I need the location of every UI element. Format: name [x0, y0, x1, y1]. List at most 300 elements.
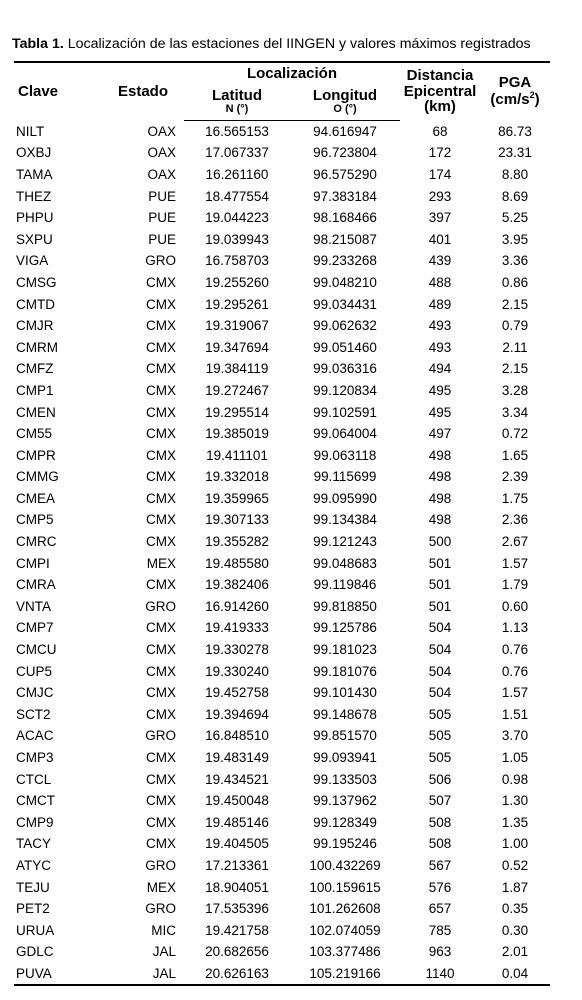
- cell-longitud: 99.125786: [313, 620, 377, 636]
- cell-clave: ATYC: [16, 857, 52, 873]
- table-row: [14, 336, 550, 358]
- cell-latitud: 17.535396: [205, 901, 269, 917]
- cell-estado: CMX: [146, 642, 176, 658]
- cell-pga: 3.28: [501, 382, 529, 398]
- cell-latitud: 19.307133: [205, 512, 269, 528]
- cell-distancia: 68: [432, 123, 448, 139]
- table-row: [14, 207, 550, 229]
- cell-estado: GRO: [145, 253, 176, 269]
- cell-estado: CMX: [146, 577, 176, 593]
- cell-pga: 0.72: [501, 426, 529, 442]
- cell-latitud: 16.914260: [205, 598, 269, 614]
- cell-distancia: 397: [428, 210, 452, 226]
- cell-longitud: 102.074059: [309, 922, 381, 938]
- table-body: [14, 120, 550, 985]
- cell-distancia: 500: [428, 534, 452, 550]
- cell-pga: 8.80: [501, 166, 529, 182]
- cell-clave: TAMA: [16, 166, 53, 182]
- cell-pga: 0.60: [501, 598, 529, 614]
- cell-longitud: 99.128349: [313, 814, 377, 830]
- header-longitud: [290, 84, 400, 120]
- cell-latitud: 19.355282: [205, 534, 269, 550]
- cell-longitud: 99.048210: [313, 274, 377, 290]
- header-longitud-unit: O (°): [333, 102, 357, 115]
- table-row: [14, 790, 550, 812]
- cell-clave: GDLC: [16, 944, 54, 960]
- table-row: [14, 898, 550, 920]
- cell-pga: 1.05: [501, 750, 529, 766]
- cell-latitud: 16.261160: [205, 166, 269, 182]
- table-row: [14, 574, 550, 596]
- cell-latitud: 20.626163: [184, 963, 290, 986]
- cell-longitud: 99.181076: [313, 663, 377, 679]
- cell-estado: CMX: [146, 663, 176, 679]
- cell-clave: OXBJ: [16, 145, 52, 161]
- cell-latitud: 19.272467: [205, 382, 269, 398]
- table-row: [14, 876, 550, 898]
- cell-estado: GRO: [145, 857, 176, 873]
- cell-clave: CMSG: [16, 274, 57, 290]
- cell-clave: VIGA: [16, 253, 49, 269]
- table-row: [14, 444, 550, 466]
- cell-distancia: 493: [428, 339, 452, 355]
- cell-clave: CMP9: [16, 814, 54, 830]
- cell-pga: 2.11: [502, 339, 528, 355]
- cell-estado: CMX: [146, 620, 176, 636]
- cell-estado: PUE: [148, 188, 176, 204]
- cell-pga: 0.35: [501, 901, 529, 917]
- cell-longitud: 99.133503: [313, 771, 377, 787]
- cell-clave: CMRA: [16, 577, 56, 593]
- cell-distancia: 488: [428, 274, 452, 290]
- cell-distancia: 508: [428, 836, 452, 852]
- cell-distancia: 498: [428, 469, 452, 485]
- cell-pga: 0.76: [501, 642, 529, 658]
- cell-pga: 3.70: [501, 728, 529, 744]
- table-row: [14, 293, 550, 315]
- cell-distancia: 497: [428, 426, 452, 442]
- cell-pga: 2.39: [501, 469, 529, 485]
- cell-estado: CMX: [146, 382, 176, 398]
- cell-clave: ACAC: [16, 728, 54, 744]
- cell-pga: 0.86: [501, 274, 529, 290]
- cell-estado: GRO: [145, 598, 176, 614]
- cell-pga: 1.65: [501, 447, 529, 463]
- cell-clave: THEZ: [16, 188, 52, 204]
- table-row: [14, 423, 550, 445]
- header-latitud-unit: N (°): [225, 102, 249, 115]
- cell-clave: PHPU: [16, 210, 54, 226]
- cell-latitud: 17.213361: [205, 857, 269, 873]
- cell-estado: CMX: [146, 814, 176, 830]
- cell-longitud: 99.095990: [313, 490, 377, 506]
- cell-pga: 1.57: [501, 685, 529, 701]
- cell-clave: CMEA: [16, 490, 56, 506]
- cell-clave: CMPI: [16, 555, 50, 571]
- cell-distancia: 439: [428, 253, 452, 269]
- cell-distancia: 507: [428, 793, 452, 809]
- cell-pga: 1.00: [501, 836, 529, 852]
- cell-longitud: 103.377486: [309, 944, 381, 960]
- cell-longitud: 99.051460: [313, 339, 377, 355]
- cell-longitud: 99.119846: [313, 577, 377, 593]
- cell-distancia: 494: [428, 361, 452, 377]
- table-row: [14, 250, 550, 272]
- cell-longitud: 99.134384: [313, 512, 377, 528]
- cell-distancia: 1140: [400, 963, 480, 986]
- cell-pga: 0.52: [501, 857, 529, 873]
- cell-latitud: 19.359965: [205, 490, 269, 506]
- header-latitud: [184, 84, 290, 120]
- cell-longitud: 99.034431: [313, 296, 377, 312]
- cell-distancia: 498: [428, 447, 452, 463]
- cell-estado: CMX: [146, 339, 176, 355]
- cell-pga: 2.15: [501, 361, 529, 377]
- cell-pga: 23.31: [498, 145, 532, 161]
- cell-distancia: 174: [428, 166, 452, 182]
- cell-clave: VNTA: [16, 598, 52, 614]
- cell-estado: CMX: [146, 426, 176, 442]
- cell-clave: CMPR: [16, 447, 56, 463]
- cell-estado: CMX: [146, 404, 176, 420]
- cell-estado: MEX: [146, 879, 176, 895]
- table-row: [14, 833, 550, 855]
- cell-longitud: 99.102591: [313, 404, 377, 420]
- cell-latitud: 19.039943: [205, 231, 269, 247]
- cell-distancia: 489: [428, 296, 452, 312]
- cell-clave: CMP5: [16, 512, 54, 528]
- cell-clave: CMEN: [16, 404, 56, 420]
- cell-longitud: 99.048683: [313, 555, 377, 571]
- cell-pga: 0.04: [480, 963, 550, 986]
- cell-longitud: 96.723804: [313, 145, 377, 161]
- cell-estado: PUE: [148, 210, 176, 226]
- cell-estado: CMX: [146, 447, 176, 463]
- cell-distancia: 504: [428, 663, 452, 679]
- cell-pga: 0.98: [501, 771, 529, 787]
- cell-longitud: 99.063118: [313, 447, 377, 463]
- cell-longitud: 99.036316: [313, 361, 377, 377]
- cell-longitud: 98.168466: [313, 210, 377, 226]
- cell-distancia: 498: [428, 512, 452, 528]
- cell-latitud: 19.485146: [205, 814, 269, 830]
- cell-clave: CUP5: [16, 663, 53, 679]
- cell-pga: 1.35: [501, 814, 529, 830]
- cell-longitud: 94.616947: [313, 123, 377, 139]
- cell-latitud: 20.682656: [205, 944, 269, 960]
- table-row: [14, 164, 550, 186]
- cell-clave: TACY: [16, 836, 52, 852]
- cell-pga: 0.79: [501, 318, 529, 334]
- cell-longitud: 99.115699: [313, 469, 377, 485]
- cell-estado: CMX: [146, 512, 176, 528]
- cell-distancia: 401: [428, 231, 452, 247]
- cell-clave: CM55: [16, 426, 53, 442]
- cell-distancia: 504: [428, 685, 452, 701]
- cell-clave: SXPU: [16, 231, 53, 247]
- cell-distancia: 505: [428, 750, 452, 766]
- header-distancia-line1: Distancia: [406, 66, 474, 84]
- cell-clave: CMP3: [16, 750, 54, 766]
- table-row: [14, 747, 550, 769]
- cell-clave: SCT2: [16, 706, 51, 722]
- cell-longitud: 99.121243: [313, 534, 377, 550]
- header-clave: Clave: [14, 62, 102, 120]
- cell-clave: PUVA: [14, 963, 102, 986]
- cell-estado: CMX: [146, 685, 176, 701]
- cell-latitud: 19.295514: [205, 404, 269, 420]
- table-row: [14, 596, 550, 618]
- cell-clave: CMMG: [16, 469, 59, 485]
- cell-longitud: 99.851570: [313, 728, 377, 744]
- cell-clave: NILT: [16, 123, 45, 139]
- cell-distancia: 493: [428, 318, 452, 334]
- cell-longitud: 99.093941: [313, 750, 377, 766]
- cell-longitud: 105.219166: [290, 963, 400, 986]
- table-row: [14, 941, 550, 963]
- cell-pga: 1.30: [501, 793, 529, 809]
- cell-pga: 2.36: [501, 512, 529, 528]
- cell-latitud: 19.255260: [205, 274, 269, 290]
- cell-pga: 1.51: [501, 706, 529, 722]
- cell-clave: CMRC: [16, 534, 57, 550]
- table-row: [14, 812, 550, 834]
- cell-longitud: 99.233268: [313, 253, 377, 269]
- cell-estado: MEX: [146, 555, 176, 571]
- cell-estado: MIC: [151, 922, 176, 938]
- cell-clave: CMJR: [16, 318, 54, 334]
- cell-latitud: 19.347694: [205, 339, 269, 355]
- cell-distancia: 785: [428, 922, 452, 938]
- cell-clave: CMP1: [16, 382, 54, 398]
- cell-longitud: 101.262608: [309, 901, 381, 917]
- table-row: [14, 855, 550, 877]
- cell-pga: 8.69: [501, 188, 529, 204]
- cell-pga: 3.95: [501, 231, 529, 247]
- cell-longitud: 99.064004: [313, 426, 377, 442]
- table-row: [14, 531, 550, 553]
- table-row: [14, 704, 550, 726]
- cell-distancia: 657: [428, 901, 452, 917]
- cell-estado: CMX: [146, 274, 176, 290]
- cell-estado: JAL: [152, 944, 176, 960]
- cell-latitud: 19.330278: [205, 642, 269, 658]
- cell-latitud: 19.295261: [205, 296, 269, 312]
- cell-estado: GRO: [145, 901, 176, 917]
- cell-pga: 3.34: [501, 404, 529, 420]
- cell-latitud: 18.477554: [205, 188, 269, 204]
- cell-latitud: 19.394694: [205, 706, 269, 722]
- cell-pga: 86.73: [498, 123, 532, 139]
- header-pga-label: PGA: [498, 74, 532, 92]
- cell-latitud: 19.332018: [205, 469, 269, 485]
- cell-latitud: 19.419333: [205, 620, 269, 636]
- cell-distancia: 495: [428, 404, 452, 420]
- cell-distancia: 498: [428, 490, 452, 506]
- cell-longitud: 99.101430: [313, 685, 377, 701]
- cell-latitud: 19.485580: [205, 555, 269, 571]
- cell-latitud: 19.382406: [205, 577, 269, 593]
- cell-estado: CMX: [146, 296, 176, 312]
- table-row: [14, 315, 550, 337]
- table-row: [14, 509, 550, 531]
- cell-pga: 0.30: [501, 922, 529, 938]
- cell-latitud: 19.404505: [205, 836, 269, 852]
- cell-distancia: 501: [428, 577, 452, 593]
- cell-longitud: 99.062632: [313, 318, 377, 334]
- cell-latitud: 19.044223: [205, 210, 269, 226]
- table-row: [14, 358, 550, 380]
- table-row: [14, 963, 550, 986]
- cell-distancia: 576: [428, 879, 452, 895]
- header-pga-unit: $(cm/s^2)$: [490, 90, 540, 108]
- cell-clave: CMTD: [16, 296, 55, 312]
- table-row: [14, 120, 550, 142]
- cell-estado: CMX: [146, 836, 176, 852]
- cell-distancia: 172: [428, 145, 452, 161]
- cell-clave: CMCU: [16, 642, 57, 658]
- cell-pga: 3.36: [501, 253, 529, 269]
- table-row: [14, 488, 550, 510]
- cell-longitud: 99.818850: [313, 598, 377, 614]
- cell-latitud: 19.421758: [205, 922, 269, 938]
- cell-latitud: 19.434521: [205, 771, 269, 787]
- cell-distancia: 504: [428, 642, 452, 658]
- cell-longitud: 99.120834: [313, 382, 377, 398]
- table-row: [14, 639, 550, 661]
- cell-distancia: 501: [428, 555, 452, 571]
- cell-distancia: 505: [428, 728, 452, 744]
- cell-longitud: 99.181023: [313, 642, 377, 658]
- cell-estado: CMX: [146, 771, 176, 787]
- cell-estado: CMX: [146, 793, 176, 809]
- cell-longitud: 97.383184: [313, 188, 377, 204]
- cell-latitud: 19.384119: [205, 361, 269, 377]
- header-pga: [480, 62, 550, 120]
- cell-latitud: 19.411101: [206, 447, 268, 463]
- cell-estado: JAL: [102, 963, 184, 986]
- cell-pga: 0.76: [501, 663, 529, 679]
- cell-pga: 1.75: [501, 490, 529, 506]
- cell-estado: OAX: [147, 166, 176, 182]
- table-row: [14, 552, 550, 574]
- cell-longitud: 98.215087: [313, 231, 377, 247]
- caption-text: Localización de las estaciones del IINGEN y valores máximos registrados: [63, 36, 531, 52]
- cell-pga: 2.01: [501, 944, 529, 960]
- cell-latitud: 19.319067: [205, 318, 269, 334]
- cell-latitud: 19.452758: [205, 685, 269, 701]
- cell-latitud: 19.483149: [205, 750, 269, 766]
- table-row: [14, 660, 550, 682]
- header-longitud-label: Longitud: [312, 87, 378, 105]
- cell-pga: 5.25: [501, 210, 529, 226]
- cell-latitud: 19.330240: [205, 663, 269, 679]
- cell-latitud: 16.758703: [205, 253, 269, 269]
- cell-latitud: 16.848510: [205, 728, 269, 744]
- table-row: [14, 682, 550, 704]
- cell-longitud: 96.575290: [313, 166, 377, 182]
- cell-pga: 2.15: [501, 296, 529, 312]
- header-latitud-label: Latitud: [212, 87, 262, 105]
- cell-pga: 1.13: [501, 620, 529, 636]
- header-distancia: [400, 62, 480, 120]
- cell-distancia: 506: [428, 771, 452, 787]
- cell-estado: CMX: [146, 534, 176, 550]
- table-row: [14, 142, 550, 164]
- cell-longitud: 100.432269: [309, 857, 381, 873]
- cell-estado: CMX: [146, 490, 176, 506]
- cell-clave: CTCL: [16, 771, 52, 787]
- cell-distancia: 293: [428, 188, 452, 204]
- cell-latitud: 16.565153: [205, 123, 269, 139]
- cell-clave: CMRM: [16, 339, 58, 355]
- cell-longitud: 99.137962: [313, 793, 377, 809]
- cell-pga: 1.57: [501, 555, 529, 571]
- cell-distancia: 508: [428, 814, 452, 830]
- cell-estado: PUE: [148, 231, 176, 247]
- cell-distancia: 501: [428, 598, 452, 614]
- cell-pga: 2.67: [501, 534, 529, 550]
- cell-estado: CMX: [146, 361, 176, 377]
- cell-clave: PET2: [16, 901, 50, 917]
- table-row: [14, 617, 550, 639]
- cell-estado: OAX: [147, 145, 176, 161]
- caption-label: Tabla 1.: [12, 36, 64, 52]
- cell-clave: CMFZ: [16, 361, 54, 377]
- cell-clave: URUA: [16, 922, 55, 938]
- cell-estado: CMX: [146, 706, 176, 722]
- table-header: [14, 62, 550, 120]
- cell-clave: TEJU: [16, 879, 50, 895]
- cell-latitud: 19.385019: [205, 426, 269, 442]
- cell-clave: CMP7: [16, 620, 54, 636]
- header-estado: Estado: [102, 62, 184, 120]
- cell-clave: CMJC: [16, 685, 54, 701]
- cell-distancia: 504: [428, 620, 452, 636]
- table-row: [14, 272, 550, 294]
- stations-table: [14, 61, 550, 986]
- table-row: [14, 768, 550, 790]
- header-localizacion: Localización: [184, 62, 400, 84]
- cell-clave: CMCT: [16, 793, 55, 809]
- table-row: [14, 466, 550, 488]
- cell-pga: 1.79: [501, 577, 529, 593]
- cell-latitud: 19.450048: [205, 793, 269, 809]
- cell-estado: CMX: [146, 318, 176, 334]
- header-distancia-unit: (km): [424, 98, 456, 116]
- cell-longitud: 99.195246: [313, 836, 377, 852]
- cell-latitud: 18.904051: [205, 879, 269, 895]
- table-caption: [12, 36, 582, 52]
- cell-distancia: 567: [428, 857, 452, 873]
- cell-longitud: 99.148678: [313, 706, 377, 722]
- cell-estado: OAX: [147, 123, 176, 139]
- table-row: [14, 228, 550, 250]
- header-distancia-line2: Epicentral: [403, 82, 477, 100]
- cell-distancia: 963: [428, 944, 452, 960]
- cell-pga: 1.87: [501, 879, 529, 895]
- cell-estado: CMX: [146, 750, 176, 766]
- cell-estado: CMX: [146, 469, 176, 485]
- table-row: [14, 185, 550, 207]
- table-row: [14, 725, 550, 747]
- table-row: [14, 401, 550, 423]
- cell-longitud: 100.159615: [309, 879, 381, 895]
- table-row: [14, 380, 550, 402]
- cell-distancia: 495: [428, 382, 452, 398]
- cell-estado: GRO: [145, 728, 176, 744]
- cell-distancia: 505: [428, 706, 452, 722]
